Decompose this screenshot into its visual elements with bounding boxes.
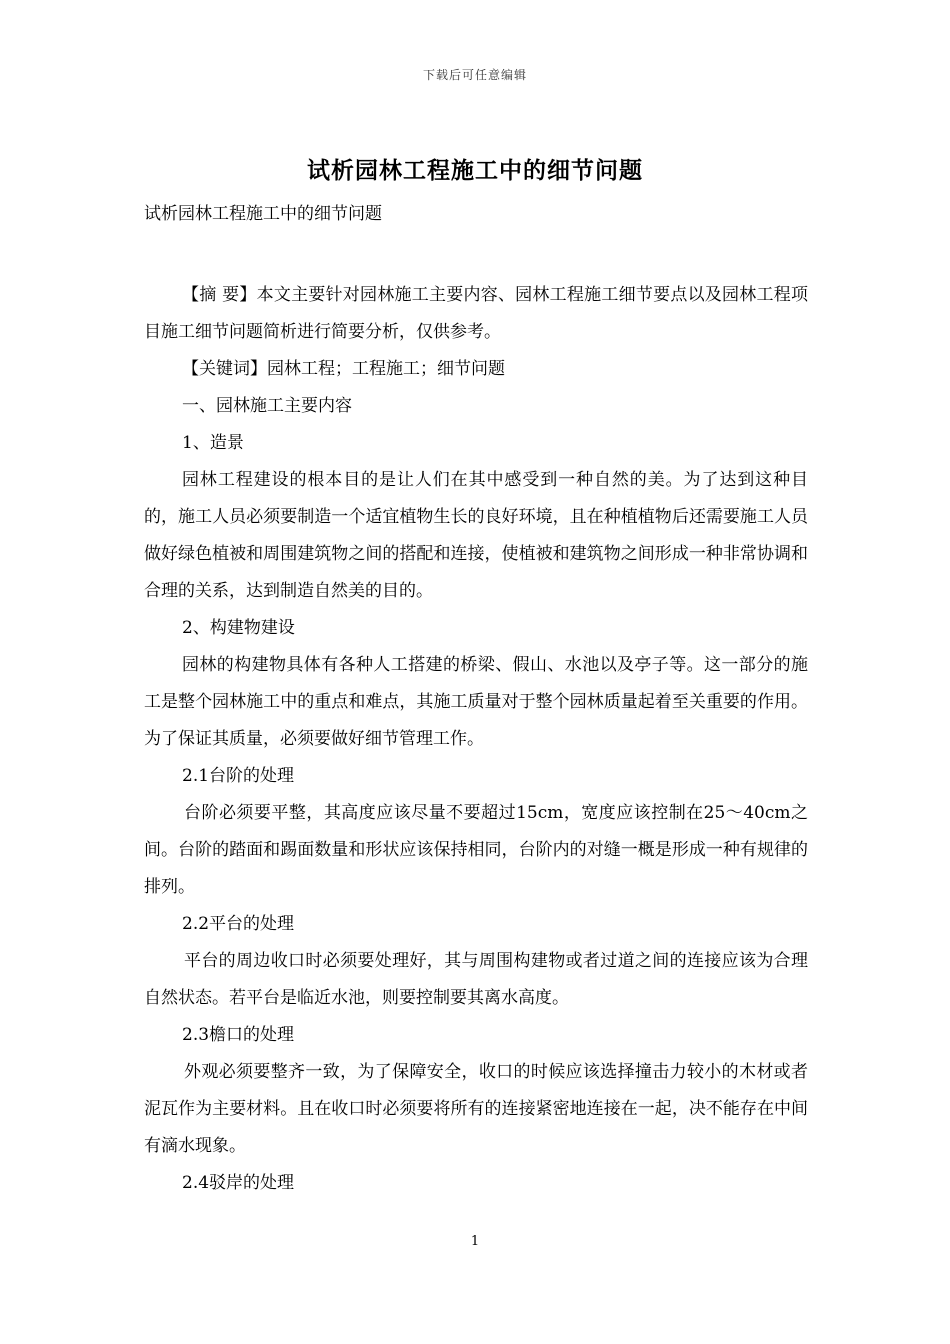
subtitle: 试析园林工程施工中的细节问题 (144, 204, 382, 224)
body-paragraph: 外观必须要整齐一致，为了保障安全，收口的时候应该选择撞击力较小的木材或者泥瓦作为主要材料。且在收口时必须要将所有的连接紧密地连接在一起，决不能存在中间有滴水现象。 (144, 1062, 808, 1156)
body-paragraph: 园林工程建设的根本目的是让人们在其中感受到一种自然的美。为了达到这种目的，施工人员必须要制造一个适宜植物生长的良好环境，且在种植植物后还需要施工人员做好绿色植被和周围建筑物之间的搭配和连接，使植被和建筑物之间形成一种非常协调和合理的关系，达到制造自然美的目的。 (144, 470, 808, 601)
subsection-heading-2-1: 2.1台阶的处理 (182, 766, 295, 786)
body-paragraph: 台阶必须要平整，其高度应该尽量不要超过15cm，宽度应该控制在25～40cm之间。台阶的踏面和踢面数量和形状应该保持相同，台阶内的对缝一概是形成一种有规律的排列。 (144, 803, 808, 897)
subsection-heading-2-3: 2.3檐口的处理 (182, 1025, 295, 1045)
abstract-paragraph: 【摘 要】本文主要针对园林施工主要内容、园林工程施工细节要点以及园林工程项目施工细节问题简析进行简要分析，仅供参考。 (144, 285, 808, 342)
keywords-paragraph: 【关键词】园林工程；工程施工；细节问题 (182, 359, 505, 379)
subsection-heading-1: 1、造景 (182, 433, 244, 453)
subsection-heading-2: 2、构建物建设 (182, 618, 295, 638)
header-note: 下载后可任意编辑 (422, 68, 527, 82)
spacer (144, 233, 808, 277)
subsection-heading-2-4: 2.4驳岸的处理 (182, 1173, 295, 1193)
body-paragraph: 园林的构建物具体有各种人工搭建的桥梁、假山、水池以及亭子等。这一部分的施工是整个园林施工中的重点和难点，其施工质量对于整个园林质量起着至关重要的作用。为了保证其质量，必须要做好细节管理工作。 (144, 655, 808, 749)
subsection-heading-2-2: 2.2平台的处理 (182, 914, 295, 934)
document-title: 试析园林工程施工中的细节问题 (307, 157, 643, 184)
section-heading-1: 一、园林施工主要内容 (182, 396, 352, 416)
document-body (144, 196, 808, 1202)
page-number: 1 (470, 1234, 480, 1249)
body-paragraph: 平台的周边收口时必须要处理好，其与周围构建物或者过道之间的连接应该为合理自然状态。若平台是临近水池，则要控制要其离水高度。 (144, 951, 808, 1008)
